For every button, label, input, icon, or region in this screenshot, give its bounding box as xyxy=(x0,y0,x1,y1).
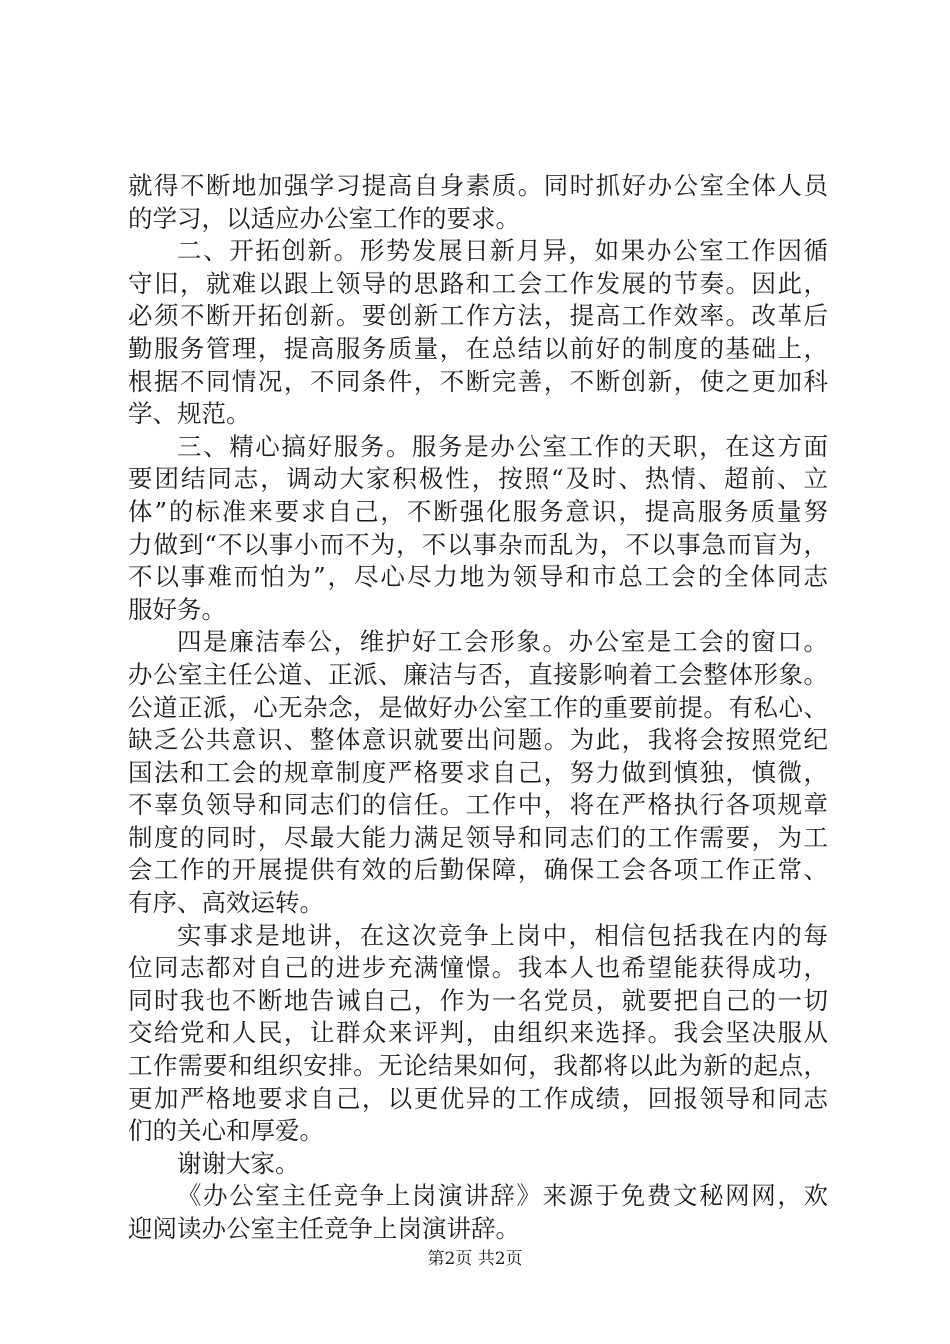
text-line: 更加严格地要求自己，以更优异的工作成绩，回报领导和同志 xyxy=(128,1083,828,1113)
page-number-footer: 第2页 共2页 xyxy=(427,1249,523,1269)
text-line: 学、规范。 xyxy=(128,399,251,429)
text-line: 交给党和人民，让群众来评判，由组织来选择。我会坚决服从 xyxy=(128,1018,828,1048)
text-line: 的学习，以适应办公室工作的要求。 xyxy=(128,203,520,233)
text-line: 根据不同情况，不同条件，不断完善，不断创新，使之更加科 xyxy=(128,366,828,396)
text-line: 公道正派，心无杂念，是做好办公室工作的重要前提。有私心、 xyxy=(128,692,828,722)
text-line: 会工作的开展提供有效的后勤保障，确保工会各项工作正常、 xyxy=(128,855,828,885)
text-line: 缺乏公共意识、整体意识就要出问题。为此，我将会按照党纪 xyxy=(128,725,828,755)
text-line: 工作需要和组织安排。无论结果如何，我都将以此为新的起点， xyxy=(128,1051,828,1081)
text-line: 必须不断开拓创新。要创新工作方法，提高工作效率。改革后 xyxy=(128,301,828,331)
text-line: 不以事难而怕为”，尽心尽力地为领导和市总工会的全体同志 xyxy=(128,562,828,592)
text-line: 守旧，就难以跟上领导的思路和工会工作发展的节奏。因此， xyxy=(128,268,828,298)
paragraph-start-line: 实事求是地讲，在这次竞争上岗中，相信包括我在内的每 xyxy=(177,920,828,950)
text-line: 就得不断地加强学习提高自身素质。同时抓好办公室全体人员 xyxy=(128,171,828,200)
text-line: 服好务。 xyxy=(128,594,226,624)
paragraph-start-line: 《办公室主任竞争上岗演讲辞》来源于免费文秘网网，欢 xyxy=(177,1181,828,1211)
text-line: 体”的标准来要求自己，不断强化服务意识，提高服务质量努 xyxy=(128,496,828,526)
text-line: 制度的同时，尽最大能力满足领导和同志们的工作需要，为工 xyxy=(128,822,828,852)
text-line: 同时我也不断地告诫自己，作为一名党员，就要把自己的一切 xyxy=(128,985,828,1015)
text-line: 办公室主任公道、正派、廉洁与否，直接影响着工会整体形象。 xyxy=(128,659,828,689)
paragraph-start-line: 三、精心搞好服务。服务是办公室工作的天职，在这方面 xyxy=(177,431,828,461)
document-body xyxy=(128,170,828,1246)
text-line: 有序、高效运转。 xyxy=(128,888,324,918)
text-line: 不辜负领导和同志们的信任。工作中，将在严格执行各项规章 xyxy=(128,790,828,820)
text-line: 国法和工会的规章制度严格要求自己，努力做到慎独，慎微， xyxy=(128,757,828,787)
text-line: 位同志都对自己的进步充满憧憬。我本人也希望能获得成功， xyxy=(128,953,828,983)
text-line: 们的关心和厚爱。 xyxy=(128,1116,324,1146)
paragraph-start-line: 谢谢大家。 xyxy=(177,1148,300,1178)
text-line: 力做到“不以事小而不为，不以事杂而乱为，不以事急而盲为， xyxy=(128,529,828,559)
paragraph-start-line: 四是廉洁奉公，维护好工会形象。办公室是工会的窗口。 xyxy=(177,627,828,657)
text-line: 勤服务管理，提高服务质量，在总结以前好的制度的基础上， xyxy=(128,333,828,363)
paragraph-start-line: 二、开拓创新。形势发展日新月异，如果办公室工作因循 xyxy=(177,236,828,266)
text-line: 迎阅读办公室主任竞争上岗演讲辞。 xyxy=(128,1214,520,1243)
text-line: 要团结同志，调动大家积极性，按照“及时、热情、超前、立 xyxy=(128,464,828,494)
